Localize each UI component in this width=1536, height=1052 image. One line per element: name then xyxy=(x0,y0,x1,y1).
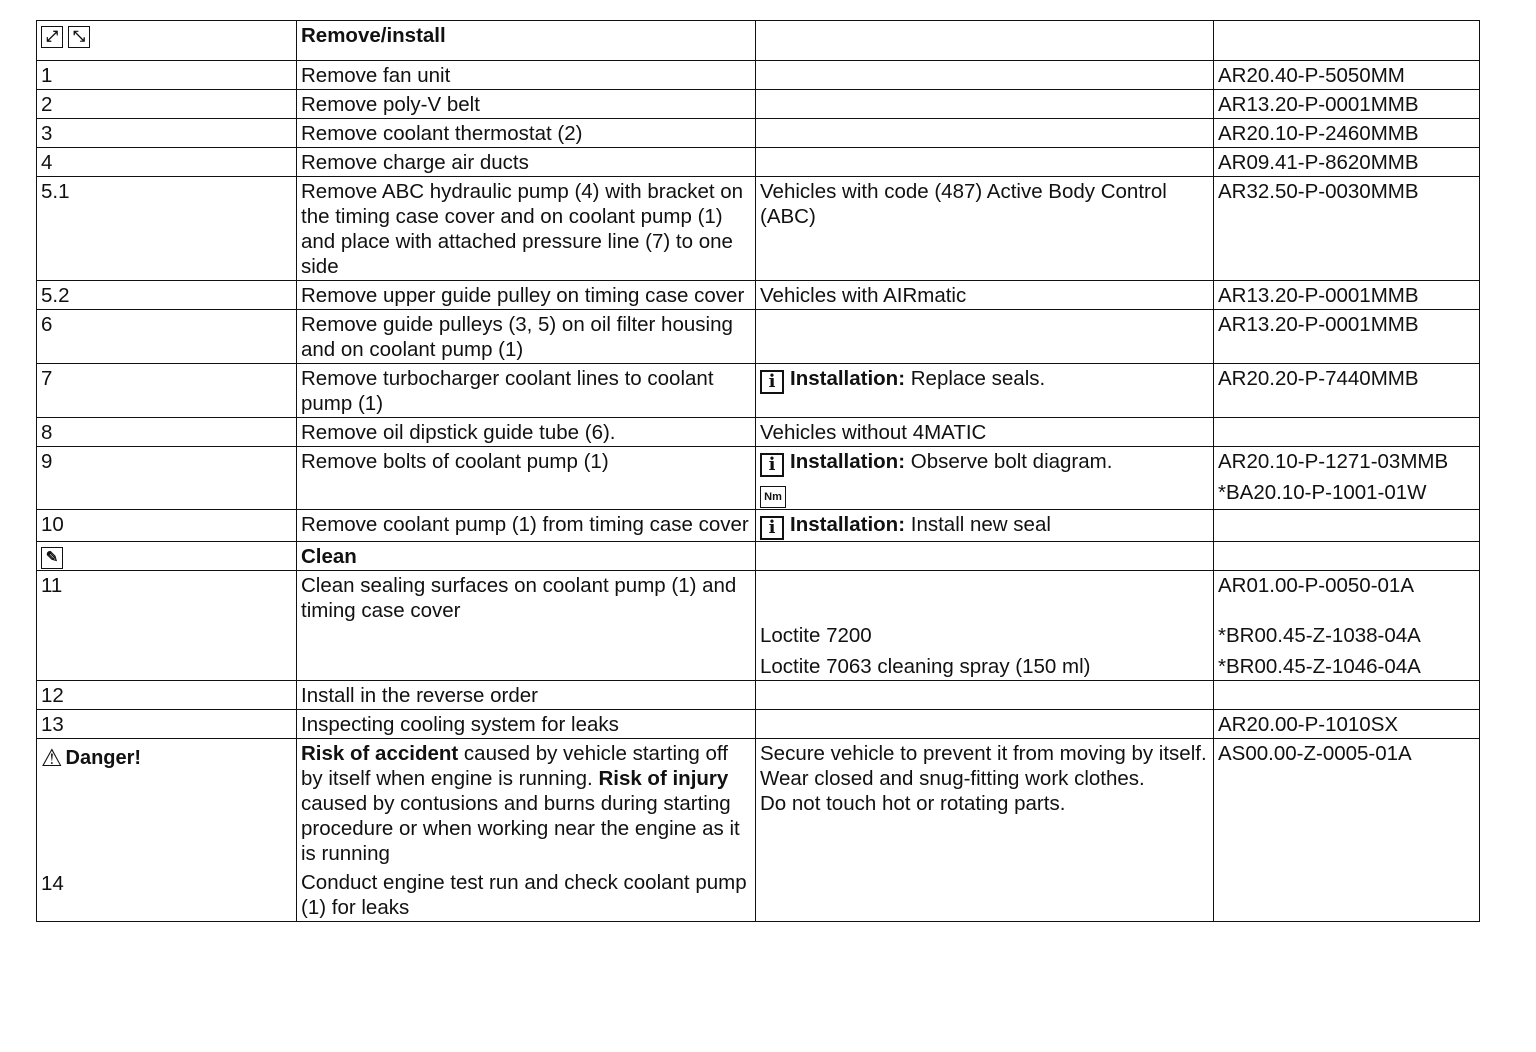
table-row: 10 Remove coolant pump (1) from timing case cover i Installation: Install new seal xyxy=(37,510,1480,542)
info-icon: i xyxy=(760,516,784,540)
remove-icon: ⤢ xyxy=(41,26,63,48)
procedure-table xyxy=(36,20,1480,922)
table-row: 5.2 Remove upper guide pulley on timing case cover Vehicles with AIRmatic AR13.20-P-0001MMB xyxy=(37,281,1480,310)
torque-icon: Nm xyxy=(760,486,786,508)
table-row: 4 Remove charge air ducts AR09.41-P-8620MMB xyxy=(37,148,1480,177)
table-row: 12 Install in the reverse order xyxy=(37,681,1480,710)
warning-icon: ⚠ xyxy=(41,744,63,772)
install-icon: ⤡ xyxy=(68,26,90,48)
danger-row: ⚠ Danger! 14 Risk of accident caused by vehicle starting off by itself when engine is running. Risk of injury caused by contusions and burns during starting procedure or when working near the engine as it is running Conduct engine test run and check coolant pump (1) for leaks Secure vehicle to prevent it from moving by itself. Wear closed and snug-fitting work clothes. Do not touch hot or rotating parts. AS00.00-Z-0005-01A xyxy=(37,739,1480,922)
table-row: 6 Remove guide pulleys (3, 5) on oil filter housing and on coolant pump (1) AR13.20-P-0001MMB xyxy=(37,310,1480,364)
table-row: 7 Remove turbocharger coolant lines to coolant pump (1) i Installation: Replace seals. AR20.20-P-7440MMB xyxy=(37,364,1480,418)
section-title: Clean xyxy=(297,542,756,571)
table-row: 3 Remove coolant thermostat (2) AR20.10-P-2460MMB xyxy=(37,119,1480,148)
clean-header-row xyxy=(37,542,1480,571)
clean-icon: ✎ xyxy=(41,547,63,569)
table-row: 9 Remove bolts of coolant pump (1) i Installation: Observe bolt diagram. Nm AR20.10-P-1271-03MMB *BA20.10-P-1001-01W xyxy=(37,447,1480,510)
table-row: 5.1 Remove ABC hydraulic pump (4) with bracket on the timing case cover and on coolant pump (1) and place with attached pressure line (7) to one side Vehicles with code (487) Active Body Control (ABC) AR32.50-P-0030MMB xyxy=(37,177,1480,281)
table-row: 8 Remove oil dipstick guide tube (6). Vehicles without 4MATIC xyxy=(37,418,1480,447)
header-row xyxy=(37,21,1480,61)
info-icon: i xyxy=(760,453,784,477)
table-row: 2 Remove poly-V belt AR13.20-P-0001MMB xyxy=(37,90,1480,119)
section-title: Remove/install xyxy=(297,21,756,61)
table-row: 1 Remove fan unit AR20.40-P-5050MM xyxy=(37,61,1480,90)
table-row: 13 Inspecting cooling system for leaks AR20.00-P-1010SX xyxy=(37,710,1480,739)
table-row: 11 Clean sealing surfaces on coolant pump (1) and timing case cover Loctite 7200 Loctite 7063 cleaning spray (150 ml) AR01.00-P-0050-01A *BR00.45-Z-1038-04A *BR00.45-Z-1046-04A xyxy=(37,571,1480,681)
info-icon: i xyxy=(760,370,784,394)
